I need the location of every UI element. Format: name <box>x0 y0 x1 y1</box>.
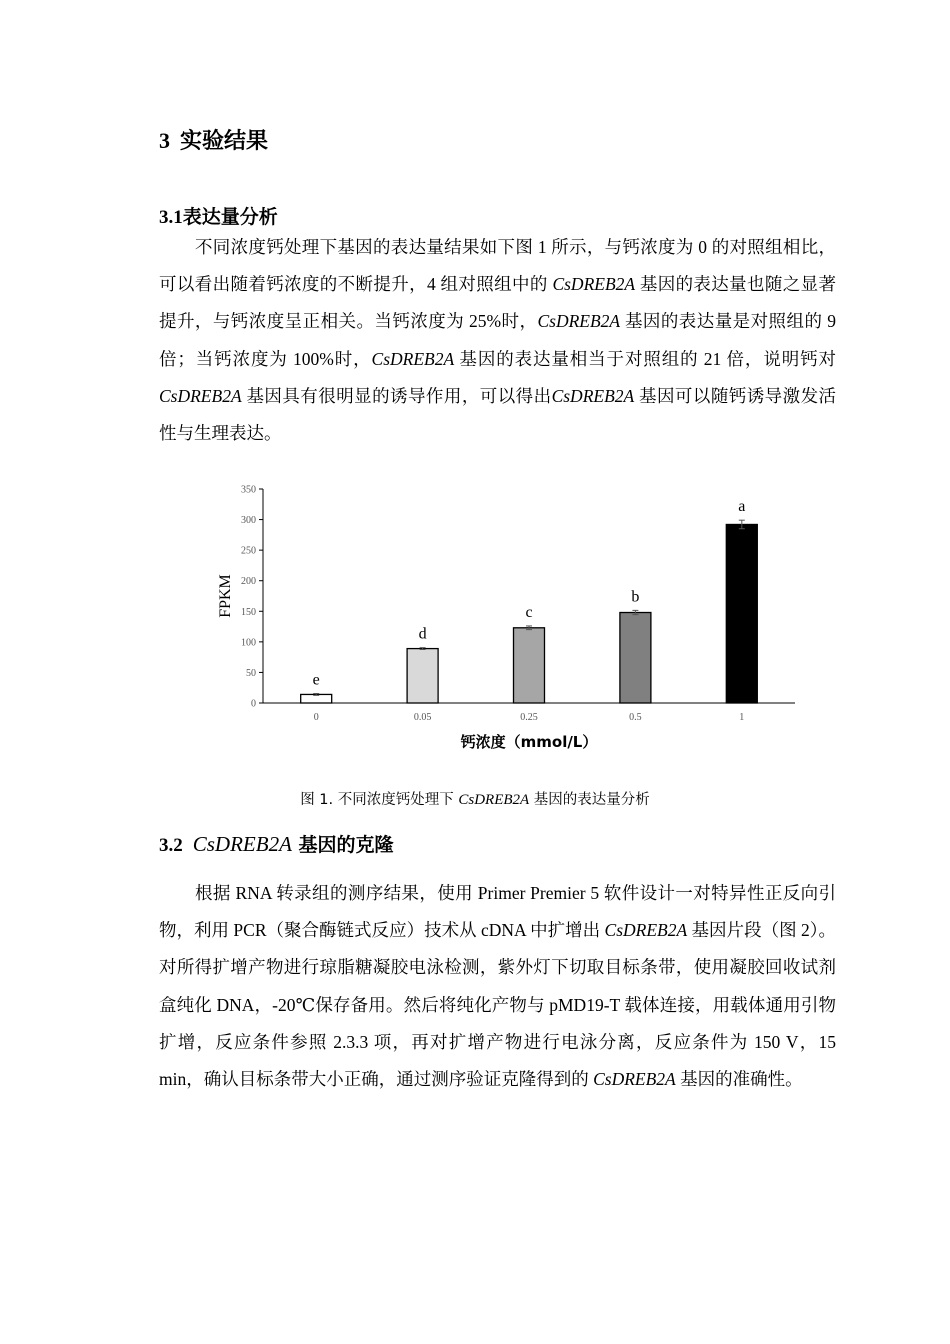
caption-prefix: 图 1. 不同浓度钙处理下 <box>300 792 459 808</box>
bar-1 <box>726 524 757 703</box>
subsection-number-1: 3.1 <box>159 207 183 228</box>
text-run: 基因的表达量是对照组的 9 倍；当钙浓度为 100%时， <box>159 311 836 369</box>
significance-label: c <box>525 603 533 621</box>
text-run: 不同浓度钙处理下基因的表达量结果如下图 1 所示，与钙浓度为 0 的对照组相比，可以看出随着钙浓度的不断提升，4 组对照组中的 <box>159 237 836 295</box>
gene-name: CsDREB2A <box>551 385 635 406</box>
significance-label: d <box>418 625 427 643</box>
section-number: 3 <box>159 128 170 153</box>
caption-suffix: 基因的表达量分析 <box>529 792 650 808</box>
text-run: 根据 RNA 转录组的测序结果，使用 Primer Premier 5 软件设计一对特异性正反向引物，利用 PCR（聚合酶链式反应）技术从 cDNA 中扩增出 <box>159 883 836 941</box>
bar-0.5 <box>620 613 651 703</box>
gene-name: CsDREB2A <box>537 311 621 332</box>
text-run: 基因片段（图 2）。对所得扩增产物进行琼脂糖凝胶电泳检测，紫外灯下切取目标条带，使用凝胶回收试剂盒纯化 DNA，-20℃保存备用。然后将纯化产物与 pMD19-T 载体连接，用载体通用引物扩增，反应条件参照 2.3.3 项，再对扩增产物进行电泳分离，反应条件为 150 V，15 min，确认目标条带大小正确，通过测序验证克隆得到的 <box>159 920 836 1090</box>
text-run: 基因的表达量相当于对照组的 21 倍，说明钙对 <box>454 348 837 369</box>
gene-name: CsDREB2A <box>552 274 636 295</box>
y-tick-label: 200 <box>241 576 256 588</box>
gene-name: CsDREB2A <box>159 385 242 406</box>
gene-name: CsDREB2A <box>593 1069 676 1090</box>
x-tick-label: 0 <box>313 712 319 723</box>
fpkm-bar-chart <box>0 470 950 770</box>
subsection-heading-1 <box>159 202 278 229</box>
y-tick-label: 50 <box>246 667 256 679</box>
y-tick-label: 100 <box>241 637 256 649</box>
y-tick-label: 0 <box>251 698 256 710</box>
subsection-title-2: 基因的克隆 <box>291 834 394 856</box>
caption-gene: CsDREB2A <box>458 792 530 808</box>
x-tick-label: 0.5 <box>629 712 642 723</box>
y-tick-label: 150 <box>241 606 256 618</box>
x-tick-label: 0.05 <box>413 712 432 723</box>
paragraph-cloning <box>159 875 836 1098</box>
x-tick-label: 1 <box>739 712 745 723</box>
gene-name: CsDREB2A <box>604 920 688 941</box>
significance-label: e <box>312 671 320 689</box>
x-tick-label: 0.25 <box>520 712 538 723</box>
section-title: 实验结果 <box>180 129 269 154</box>
text-run: 基因可以随钙诱导激发活性与生理表达。 <box>159 385 837 444</box>
subsection-title-1: 表达量分析 <box>182 206 278 228</box>
bar-0.05 <box>407 649 438 703</box>
paragraph-expression <box>159 229 836 452</box>
x-axis-label: 钙浓度（mmol/L） <box>460 733 598 751</box>
subsection-heading-2 <box>159 830 394 857</box>
gene-name: CsDREB2A <box>371 348 455 369</box>
y-tick-label: 350 <box>241 484 256 496</box>
text-run: 基因的准确性。 <box>675 1069 803 1090</box>
significance-label: b <box>631 588 640 606</box>
figure-caption <box>0 788 950 809</box>
text-run: 基因具有很明显的诱导作用，可以得出 <box>241 385 552 406</box>
y-tick-label: 250 <box>241 545 256 557</box>
y-tick-label: 300 <box>241 515 256 527</box>
significance-label: a <box>738 498 746 516</box>
y-axis-label: FPKM <box>217 574 234 618</box>
text-run: 基因的表达量也随之显著提升，与钙浓度呈正相关。当钙浓度为 25%时， <box>159 274 837 332</box>
bar-0.25 <box>514 628 545 703</box>
subsection-gene-2: CsDREB2A <box>192 832 292 856</box>
section-heading <box>159 124 268 155</box>
subsection-number-2: 3.2 <box>159 835 183 856</box>
